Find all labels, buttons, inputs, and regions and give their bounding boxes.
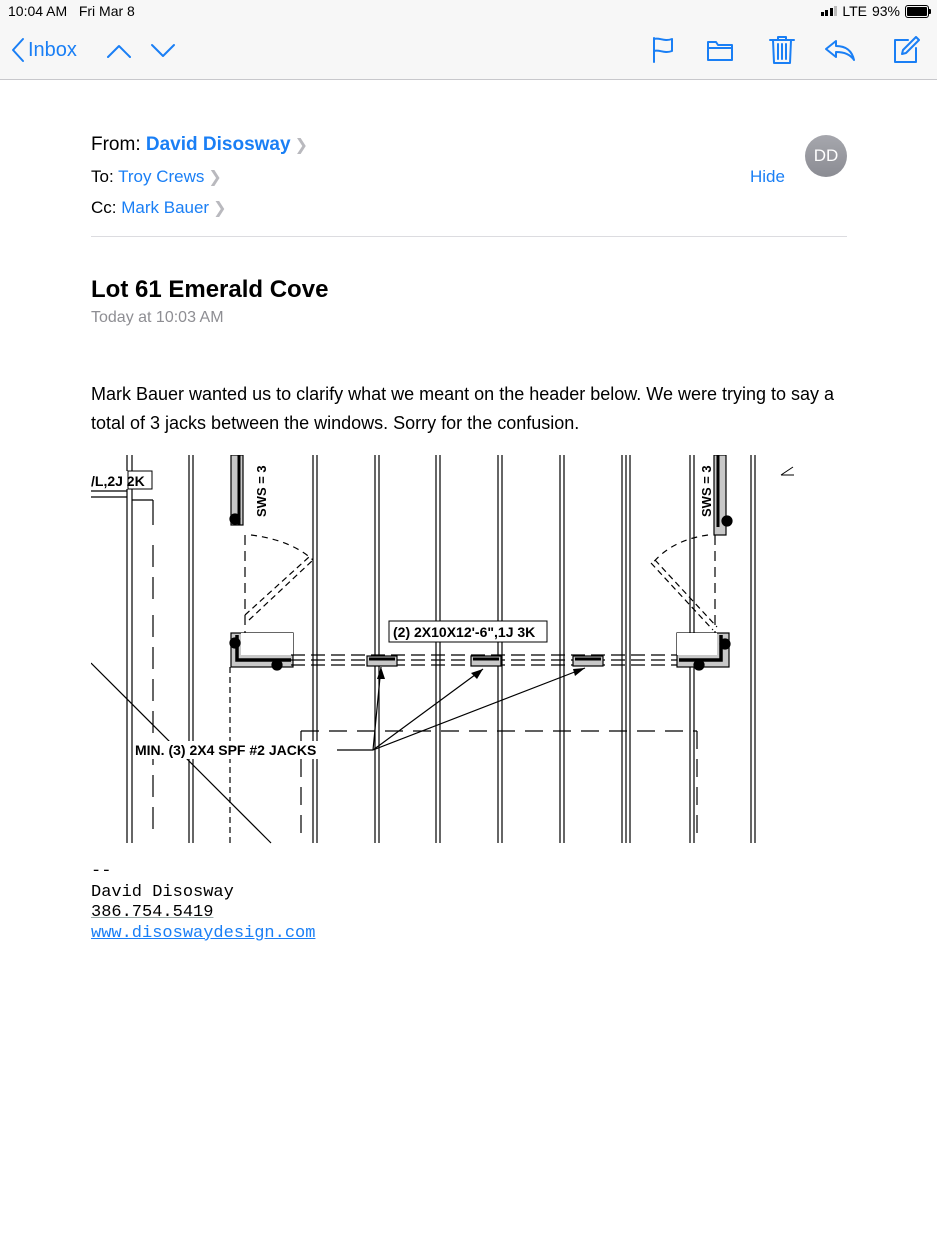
to-recipient-link[interactable]: Troy Crews (118, 167, 205, 186)
trash-icon (769, 35, 795, 65)
trash-button[interactable] (766, 34, 798, 66)
drawing-label-jacks: MIN. (3) 2X4 SPF #2 JACKS (135, 742, 317, 758)
cc-label: Cc: (91, 198, 117, 217)
compose-icon (892, 36, 920, 64)
reply-icon (824, 38, 856, 62)
status-bar (0, 0, 937, 22)
flag-button[interactable] (648, 35, 678, 65)
signal-icon (821, 6, 838, 16)
hide-details-button[interactable]: Hide (750, 167, 785, 186)
move-to-folder-button[interactable] (704, 35, 736, 65)
cc-row (91, 198, 227, 218)
chevron-right-icon: ❯ (294, 137, 308, 154)
back-to-inbox-button[interactable] (10, 36, 77, 64)
message-body: Mark Bauer wanted us to clarify what we meant on the header below. We were trying to say a total of 3 jacks between the windows. Sorry for the confusion. (91, 384, 835, 433)
battery-icon (905, 5, 929, 18)
signature-dashes: -- (91, 862, 112, 881)
chevron-down-icon (150, 43, 176, 59)
status-indicators (821, 3, 929, 19)
signature-name: David Disosway (91, 882, 234, 902)
floor-plan-image[interactable] (91, 455, 811, 845)
message-subject: Lot 61 Emerald Cove (91, 276, 329, 303)
back-label: Inbox (28, 38, 77, 61)
reply-button[interactable] (822, 36, 858, 64)
from-sender-link[interactable]: David Disosway (145, 134, 291, 155)
flag-icon (651, 36, 675, 64)
signature-phone[interactable]: 386.754.5419 (91, 903, 214, 922)
folder-icon (706, 38, 734, 62)
from-label: From: (91, 134, 141, 155)
to-label: To: (91, 167, 114, 186)
signature-website-link[interactable]: www.disoswaydesign.com (91, 923, 316, 943)
status-time: 10:04 AM Fri Mar 8 (8, 3, 135, 19)
mail-toolbar (0, 22, 937, 80)
to-row (91, 167, 222, 187)
previous-message-button[interactable] (104, 38, 134, 64)
signature-block (91, 862, 315, 944)
battery-percent: 93% (871, 3, 900, 19)
cc-recipient-link[interactable]: Mark Bauer (121, 198, 210, 217)
chevron-left-icon (10, 37, 26, 63)
drawing-label-sws-left: SWS = 3 (254, 465, 269, 517)
drawing-label-header: (2) 2X10X12'-6",1J 3K (393, 624, 536, 640)
header-divider (91, 236, 847, 237)
drawing-label-top-left: /L,2J 2K (91, 473, 145, 489)
sender-avatar[interactable]: DD (805, 135, 847, 177)
carrier-label: LTE (842, 3, 867, 19)
compose-button[interactable] (890, 34, 922, 66)
chevron-right-icon: ❯ (208, 169, 222, 186)
message-date: Today at 10:03 AM (91, 309, 224, 326)
chevron-up-icon (106, 43, 132, 59)
chevron-right-icon: ❯ (213, 200, 227, 217)
from-row (91, 134, 308, 156)
drawing-label-sws-right: SWS = 3 (699, 465, 714, 517)
next-message-button[interactable] (148, 38, 178, 64)
